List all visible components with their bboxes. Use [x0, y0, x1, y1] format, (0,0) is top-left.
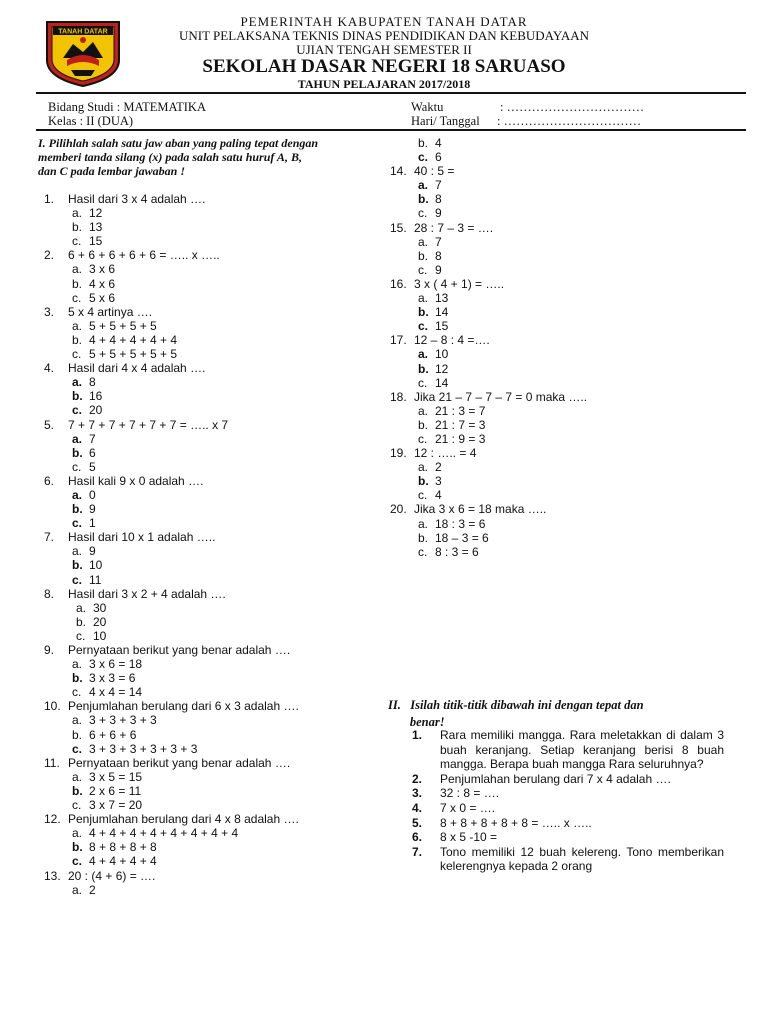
option-letter: c. [418, 206, 428, 221]
answer-option [390, 460, 730, 474]
answer-option [390, 235, 730, 249]
option-letter: b. [72, 727, 83, 742]
option-letter: a. [418, 178, 429, 193]
option-text: 20 [89, 403, 103, 418]
answer-option [390, 517, 730, 531]
essay-text: Tono memiliki 12 buah kelereng. Tono memberikan kelerengnya kepada 2 orang [440, 844, 724, 874]
question-text: Pernyataan berikut yang benar adalah …. [68, 755, 291, 770]
question-number: 14. [390, 164, 407, 179]
option-text: 13 [435, 291, 449, 306]
option-letter: c. [418, 262, 428, 277]
answer-option [44, 206, 384, 220]
option-text: 3 x 6 = 18 [89, 657, 143, 672]
answer-option [390, 249, 730, 263]
option-text: 6 [435, 150, 442, 165]
question-item [44, 643, 384, 657]
option-letter: c. [72, 854, 83, 869]
instruction-line: dan C pada lembar jawaban ! [38, 164, 186, 179]
option-letter: b. [72, 671, 83, 686]
answer-option [44, 854, 384, 868]
essay-item [412, 772, 724, 787]
option-text: 4 x 4 = 14 [89, 685, 143, 700]
option-text: 3 + 3 + 3 + 3 [89, 713, 157, 728]
option-text: 9 [89, 502, 96, 517]
option-letter: a. [418, 516, 429, 531]
time-value: : …………………………… [500, 100, 645, 114]
essay-item [412, 845, 724, 874]
answer-option [390, 531, 730, 545]
option-letter: a. [418, 347, 429, 362]
answer-option [390, 206, 730, 220]
option-letter: c. [72, 516, 83, 531]
question-item [44, 361, 384, 375]
answer-option [390, 150, 730, 164]
question-number: 4. [44, 361, 55, 376]
answer-option [44, 840, 384, 854]
option-letter: b. [418, 192, 429, 207]
question-text: Hasil dari 3 x 2 + 4 adalah …. [68, 586, 226, 601]
option-text: 8 [435, 248, 442, 263]
essay-number: 3. [412, 786, 423, 801]
answer-option [44, 798, 384, 812]
question-number: 9. [44, 643, 55, 657]
question-text: Jika 3 x 6 = 18 maka ….. [414, 502, 547, 517]
header-exam: UJIAN TENGAH SEMESTER II [296, 42, 472, 57]
question-text: Hasil dari 10 x 1 adalah ….. [68, 530, 216, 545]
answer-option [390, 192, 730, 206]
question-text: 3 x ( 4 + 1) = ….. [414, 276, 505, 291]
answer-option [44, 558, 384, 572]
essay-number: 2. [412, 771, 423, 786]
option-letter: c. [72, 741, 83, 756]
answer-option [44, 502, 384, 516]
question-text: Hasil dari 4 x 4 adalah …. [68, 361, 206, 376]
option-letter: b. [76, 614, 87, 629]
essay-item [412, 816, 724, 831]
option-text: 21 : 9 = 3 [435, 431, 486, 446]
option-text: 6 + 6 + 6 [89, 727, 137, 742]
option-letter: b. [72, 783, 83, 798]
option-text: 4 x 6 [89, 276, 116, 291]
question-number: 11. [44, 755, 60, 770]
question-number: 8. [44, 586, 55, 601]
option-text: 14 [435, 375, 449, 390]
option-text: 8 [435, 192, 442, 207]
answer-option [44, 883, 384, 897]
option-text: 3 + 3 + 3 + 3 + 3 + 3 [89, 741, 198, 756]
option-text: 7 [89, 431, 96, 446]
question-item [44, 587, 384, 601]
option-text: 4 + 4 + 4 + 4 + 4 + 4 + 4 + 4 [89, 826, 239, 841]
question-number: 3. [44, 304, 55, 319]
option-text: 12 [435, 361, 449, 376]
question-item [44, 869, 384, 883]
answer-option [44, 333, 384, 347]
option-letter: b. [72, 276, 83, 291]
option-letter: a. [72, 262, 83, 277]
option-letter: b. [72, 558, 83, 573]
option-letter: a. [72, 206, 83, 221]
option-letter: c. [72, 572, 83, 587]
answer-option [44, 446, 384, 460]
answer-option [44, 784, 384, 798]
answer-option [44, 615, 384, 629]
answer-option [44, 234, 384, 248]
answer-option [390, 347, 730, 361]
question-item [390, 446, 730, 460]
option-letter: a. [76, 600, 87, 615]
subject-field: Bidang Studi : MATEMATIKA [48, 100, 206, 114]
option-letter: b. [418, 305, 429, 320]
option-letter: a. [72, 769, 83, 784]
answer-option [44, 742, 384, 756]
question-text: 40 : 5 = [414, 164, 455, 179]
question-number: 7. [44, 530, 55, 545]
answer-option [44, 544, 384, 558]
answer-option [44, 671, 384, 685]
question-number: 12. [44, 812, 61, 827]
option-letter: a. [72, 882, 83, 897]
option-text: 10 [435, 347, 449, 362]
class-field: Kelas : II (DUA) [48, 114, 134, 128]
option-letter: a. [72, 318, 83, 333]
question-text: 12 – 8 : 4 =…. [414, 333, 490, 348]
question-number: 16. [390, 276, 407, 291]
option-letter: a. [72, 713, 83, 728]
answer-option [390, 545, 730, 559]
answer-option [390, 178, 730, 192]
option-text: 5 x 6 [89, 290, 116, 305]
essay-item [412, 830, 724, 845]
option-text: 4 [435, 488, 442, 503]
essay-item [412, 728, 724, 772]
option-text: 18 : 3 = 6 [435, 516, 486, 531]
answer-option [44, 713, 384, 727]
answer-option [390, 376, 730, 390]
question-item [44, 812, 384, 826]
option-text: 2 [89, 882, 96, 897]
header-unit: UNIT PELAKSANA TEKNIS DINAS PENDIDIKAN DAN KEBUDAYAAN [179, 28, 589, 43]
option-text: 8 [89, 375, 96, 390]
option-text: 9 [89, 544, 96, 559]
question-item [44, 305, 384, 319]
option-letter: b. [418, 136, 429, 150]
option-text: 2 x 6 = 11 [89, 783, 142, 798]
question-number: 6. [44, 473, 55, 488]
question-text: Pernyataan berikut yang benar adalah …. [68, 643, 291, 657]
logo-text: TANAH DATAR [58, 28, 108, 36]
option-text: 3 [435, 474, 442, 489]
question-number: 19. [390, 446, 407, 461]
option-text: 15 [435, 319, 449, 334]
essay-number: 1. [412, 728, 423, 742]
question-text: Penjumlahan berulang dari 4 x 8 adalah …. [68, 812, 299, 827]
option-text: 4 + 4 + 4 + 4 + 4 [89, 332, 178, 347]
answer-option [44, 460, 384, 474]
option-text: 4 + 4 + 4 + 4 [89, 854, 157, 869]
option-letter: b. [72, 389, 83, 404]
option-text: 20 [93, 614, 107, 629]
answer-option [390, 432, 730, 446]
option-letter: b. [72, 502, 83, 517]
question-item [44, 756, 384, 770]
option-text: 18 – 3 = 6 [435, 530, 489, 545]
question-text: 20 : (4 + 6) = …. [68, 868, 156, 883]
question-number: 5. [44, 417, 55, 432]
option-text: 12 [89, 206, 103, 221]
answer-option [44, 516, 384, 530]
option-text: 9 [435, 206, 442, 221]
question-number: 10. [44, 699, 61, 714]
date-label: Hari/ Tanggal [411, 114, 480, 128]
essay-text: 8 + 8 + 8 + 8 + 8 = ….. x ….. [440, 815, 592, 830]
question-number: 20. [390, 502, 407, 517]
option-letter: b. [418, 530, 429, 545]
answer-option [44, 488, 384, 502]
option-letter: b. [418, 417, 429, 432]
option-letter: a. [418, 291, 429, 306]
option-letter: c. [72, 685, 82, 700]
option-letter: b. [418, 474, 429, 489]
left-question-column [44, 192, 384, 897]
answer-option [44, 347, 384, 361]
time-label: Waktu [411, 100, 444, 114]
answer-option [390, 488, 730, 502]
question-number: 13. [44, 868, 61, 883]
answer-option [44, 220, 384, 234]
question-text: 12 : ….. = 4 [414, 446, 477, 461]
option-letter: b. [72, 445, 83, 460]
option-letter: b. [418, 248, 429, 263]
instruction-line: II. Isilah titik-titik dibawah ini dengan tepat dan [388, 698, 644, 712]
question-text: Hasil kali 9 x 0 adalah …. [68, 473, 204, 488]
option-text: 2 [435, 460, 442, 475]
option-letter: c. [72, 459, 82, 474]
option-text: 14 [435, 305, 449, 320]
answer-option [44, 432, 384, 446]
answer-option [44, 262, 384, 276]
option-letter: c. [418, 544, 428, 559]
answer-option [44, 319, 384, 333]
option-text: 9 [435, 262, 442, 277]
answer-option [390, 319, 730, 333]
answer-option [44, 826, 384, 840]
option-text: 8 : 3 = 6 [435, 544, 479, 559]
question-text: 5 x 4 artinya …. [68, 304, 153, 319]
option-text: 5 + 5 + 5 + 5 + 5 [89, 347, 178, 362]
option-letter: c. [418, 319, 429, 334]
essay-question-list [412, 728, 724, 874]
option-letter: c. [418, 488, 428, 503]
essay-item [412, 801, 724, 816]
option-text: 30 [93, 600, 107, 615]
question-text: Hasil dari 3 x 4 adalah …. [68, 192, 206, 206]
option-text: 3 x 7 = 20 [89, 798, 143, 813]
option-letter: c. [418, 150, 429, 165]
option-text: 21 : 3 = 7 [435, 403, 486, 418]
option-text: 11 [89, 572, 102, 587]
question-text: Jika 21 – 7 – 7 – 7 = 0 maka ….. [414, 389, 588, 404]
question-number: 18. [390, 389, 407, 404]
question-item [44, 474, 384, 488]
answer-option [44, 685, 384, 699]
answer-option [390, 136, 730, 150]
question-item [44, 248, 384, 262]
option-letter: a. [72, 431, 83, 446]
option-letter: c. [72, 347, 82, 362]
answer-option [390, 263, 730, 277]
option-letter: a. [72, 657, 83, 672]
answer-option [390, 474, 730, 488]
question-text: 6 + 6 + 6 + 6 + 6 = ….. x ….. [68, 248, 220, 263]
question-item [390, 333, 730, 347]
option-letter: a. [72, 826, 83, 841]
question-item [44, 192, 384, 206]
answer-option [44, 657, 384, 671]
header-divider [36, 92, 746, 94]
essay-number: 5. [412, 815, 423, 830]
question-item [390, 164, 730, 178]
question-number: 15. [390, 220, 407, 235]
answer-option [44, 601, 384, 615]
option-text: 1 [89, 516, 96, 531]
option-letter: a. [72, 375, 83, 390]
option-letter: b. [418, 361, 429, 376]
answer-option [44, 728, 384, 742]
answer-option [390, 305, 730, 319]
answer-option [44, 770, 384, 784]
header-school: SEKOLAH DASAR NEGERI 18 SARUASO [202, 56, 566, 77]
option-letter: c. [418, 375, 428, 390]
answer-option [44, 277, 384, 291]
option-letter: b. [72, 220, 83, 235]
answer-option [44, 291, 384, 305]
essay-text: Rara memiliki mangga. Rara meletakkan di dalam 3 buah keranjang. Setiap keranjang berisi 8 buah mangga. Berapa buah mangga Rara seluruhnya? [440, 728, 724, 772]
option-letter: c. [72, 798, 82, 813]
section2-instruction [388, 697, 728, 731]
option-text: 8 + 8 + 8 + 8 [89, 840, 157, 855]
option-text: 10 [89, 558, 103, 573]
essay-text: Penjumlahan berulang dari 7 x 4 adalah …. [440, 771, 671, 786]
question-item [390, 502, 730, 516]
option-text: 15 [89, 234, 103, 249]
instruction-line: memberi tanda silang (x) pada salah satu huruf A, B, [38, 150, 302, 165]
option-letter: c. [418, 431, 428, 446]
option-text: 6 [89, 445, 96, 460]
question-item [390, 277, 730, 291]
essay-number: 4. [412, 800, 423, 815]
answer-option [390, 418, 730, 432]
option-letter: c. [72, 290, 82, 305]
question-item [44, 530, 384, 544]
essay-number: 6. [412, 830, 423, 845]
essay-number: 7. [412, 844, 423, 859]
instruction-line: I. Pilihlah salah satu jaw aban yang paling tepat dengan [38, 136, 319, 150]
header-year: TAHUN PELAJARAN 2017/2018 [297, 77, 471, 91]
option-text: 21 : 7 = 3 [435, 417, 486, 432]
option-letter: a. [72, 487, 83, 502]
question-text: Penjumlahan berulang dari 6 x 3 adalah …. [68, 699, 299, 714]
option-text: 13 [89, 220, 103, 235]
essay-text: 8 x 5 -10 = [440, 830, 498, 845]
question-number: 2. [44, 248, 55, 263]
essay-text: 32 : 8 = …. [440, 786, 500, 801]
option-text: 16 [89, 389, 103, 404]
question-number: 17. [390, 333, 407, 348]
question-item [44, 418, 384, 432]
answer-option [44, 389, 384, 403]
option-letter: b. [72, 840, 83, 855]
date-value: : …………………………… [497, 114, 642, 128]
option-text: 4 [435, 136, 442, 150]
option-text: 0 [89, 487, 96, 502]
section1-instruction [38, 136, 378, 178]
answer-option [390, 404, 730, 418]
answer-option [44, 629, 384, 643]
option-letter: c. [76, 628, 86, 643]
question-text: 7 + 7 + 7 + 7 + 7 + 7 = ….. x 7 [68, 417, 229, 432]
answer-option [390, 362, 730, 376]
option-text: 3 x 6 [89, 262, 116, 277]
option-letter: b. [72, 332, 83, 347]
question-item [390, 221, 730, 235]
essay-item [412, 786, 724, 801]
question-item [44, 699, 384, 713]
answer-option [44, 403, 384, 417]
option-text: 7 [435, 234, 442, 249]
question-number: 1. [44, 192, 55, 206]
info-divider [36, 129, 746, 131]
option-letter: c. [72, 234, 82, 249]
option-text: 3 x 3 = 6 [89, 671, 136, 686]
instruction-line: benar! [388, 715, 445, 729]
answer-option [44, 375, 384, 389]
option-text: 7 [435, 178, 442, 193]
option-letter: a. [72, 544, 83, 559]
answer-option [390, 291, 730, 305]
header-government: PEMERINTAH KABUPATEN TANAH DATAR [240, 14, 528, 29]
question-text: 28 : 7 – 3 = …. [414, 220, 494, 235]
option-text: 5 [89, 459, 96, 474]
option-letter: a. [418, 460, 429, 475]
option-text: 5 + 5 + 5 + 5 [89, 318, 157, 333]
option-letter: a. [418, 234, 429, 249]
option-text: 10 [93, 628, 107, 643]
option-letter: c. [72, 403, 83, 418]
question-item [390, 390, 730, 404]
option-text: 3 x 5 = 15 [89, 769, 143, 784]
option-letter: a. [418, 403, 429, 418]
essay-text: 7 x 0 = …. [440, 800, 496, 815]
right-question-column [390, 136, 730, 559]
answer-option [44, 573, 384, 587]
